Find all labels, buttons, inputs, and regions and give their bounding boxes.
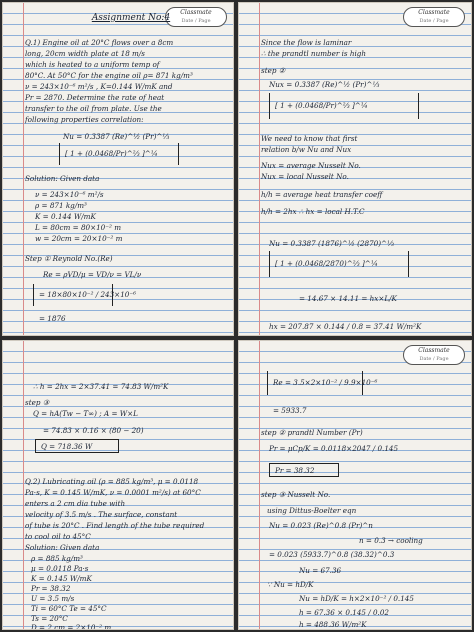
- text-line: Nux = average Nusselt No.: [261, 161, 361, 170]
- formula-line: Re = 3.5×2×10⁻² / 9.9×10⁻⁶: [273, 378, 378, 387]
- formula-line: = 18×80×10⁻² / 243×10⁻⁶: [39, 290, 137, 299]
- text-line: Q.2) Lubricating oil (ρ = 885 kg/m³, μ = 0.0118: [25, 477, 199, 486]
- formula-line: h = 67.36 × 0.145 / 0.02: [299, 608, 389, 617]
- result-line: Nu = 67.36: [299, 566, 342, 575]
- text-line: Solution: Given data: [25, 174, 100, 183]
- text-line: We need to know that first: [261, 134, 358, 143]
- formula-line: Re = ρVD/μ = VD/ν = VL/ν: [43, 270, 142, 279]
- formula-line: Nu = 0.3387 (1876)^½ (2870)^⅓: [269, 239, 395, 248]
- given-line: ρ = 871 kg/m³: [35, 201, 87, 210]
- text-line: Pa·s, K = 0.145 W/mK, ν = 0.0001 m²/s) at 60°C: [25, 488, 201, 497]
- formula-line: Nu = 0.3387 (Re)^½ (Pr)^⅓: [63, 132, 170, 141]
- formula-line: = 0.023 (5933.7)^0.8 (38.32)^0.3: [269, 550, 395, 559]
- text-line: which is heated to a uniform temp of: [25, 60, 160, 69]
- logo-sub: Date / Page: [419, 356, 449, 362]
- classmate-logo: [403, 7, 465, 27]
- step-heading: step ③: [25, 398, 50, 407]
- given-line: D = 2 cm = 2×10⁻² m: [31, 623, 112, 630]
- given-line: K = 0.145 W/mK: [31, 574, 92, 583]
- given-line: L = 80cm = 80×10⁻² m: [35, 223, 122, 232]
- logo-sub: Date / Page: [419, 18, 449, 24]
- text-line: ∵ Nu = hD/K: [267, 580, 314, 589]
- result-line: hx = 207.87 × 0.144 / 0.8 = 37.41 W/m²K: [269, 322, 422, 331]
- note-line: n = 0.3 → cooling: [359, 536, 423, 545]
- step-heading: step ② prandtl Number (Pr): [261, 428, 363, 437]
- notebook-page-top-right: [238, 2, 472, 336]
- result-line: = 5933.7: [273, 406, 307, 415]
- given-line: U = 3.5 m/s: [31, 594, 75, 603]
- classmate-logo: [403, 345, 465, 365]
- text-line: Nux = local Nusselt No.: [261, 172, 349, 181]
- logo-text: Classmate: [418, 347, 450, 354]
- text-line: following properties correlation:: [25, 115, 144, 124]
- given-line: ρ = 885 kg/m³: [31, 554, 83, 563]
- formula-line: Q = hA(Tw − T∞) ; A = W×L: [33, 409, 138, 418]
- answer-text: Pr = 38.32: [275, 466, 315, 475]
- formula-line: = 74.83 × 0.16 × (80 − 20): [43, 426, 144, 435]
- given-line: w = 20cm = 20×10⁻² m: [35, 234, 123, 243]
- text-line: h/h = 2hx ∴ hx = local H.T.C: [261, 207, 365, 216]
- formula-line: [ 1 + (0.0468/2870)^⅔ ]^¼: [275, 259, 378, 268]
- text-line: ∴ the prandtl number is high: [261, 49, 367, 58]
- given-line: Ti = 60°C Te = 45°C: [31, 604, 107, 613]
- result-line: = 14.67 × 14.11 = hx×L/K: [299, 294, 397, 303]
- formula-line: Pr = μCp/K = 0.0118×2047 / 0.145: [269, 444, 399, 453]
- assignment-title: Assignment No:4: [91, 13, 171, 23]
- notebook-page-bottom-right: [238, 340, 472, 630]
- given-line: ν = 243×10⁻⁶ m²/s: [35, 190, 104, 199]
- text-line: using Dittus-Boelter eqn: [267, 506, 357, 515]
- result-line: = 1876: [39, 314, 66, 323]
- text-line: 80°C. At 50°C for the engine oil ρ= 871 kg/m³: [25, 71, 193, 80]
- step-heading: Step ① Reynold No.(Re): [25, 254, 113, 263]
- text-line: ν = 243×10⁻⁶ m²/s , K=0.144 W/mK and: [25, 82, 173, 91]
- formula-line: Nux = 0.3387 (Re)^½ (Pr)^⅓: [269, 80, 380, 89]
- formula-line: [ 1 + (0.0468/Pr)^⅔ ]^¼: [65, 149, 158, 158]
- notebook-page-top-left: [2, 2, 234, 336]
- logo-text: Classmate: [180, 9, 212, 16]
- text-line: transfer to the oil from plate. Use the: [25, 104, 162, 113]
- text-line: of tube is 20°C . Find length of the tube required: [25, 521, 205, 530]
- answer-text: Q = 718.36 W: [41, 442, 93, 451]
- text-line: to cool oil to 45°C: [25, 532, 91, 541]
- text-line: velocity of 3.5 m/s . The surface, constant: [25, 510, 178, 519]
- step-heading: step ③ Nusselt No.: [261, 490, 331, 499]
- text-line: Since the flow is laminar: [261, 38, 352, 47]
- text-line: Solution: Given data: [25, 543, 100, 552]
- text-line: relation b/w Nu and Nux: [261, 145, 352, 154]
- notebook-page-bottom-left: [2, 340, 234, 630]
- text-line: long, 20cm width plate at 18 m/s: [25, 49, 145, 58]
- given-line: K = 0.144 W/mK: [35, 212, 96, 221]
- logo-text: Classmate: [418, 9, 450, 16]
- given-line: μ = 0.0118 Pa·s: [31, 564, 89, 573]
- logo-sub: Date / Page: [181, 18, 211, 24]
- text-line: Q.1) Engine oil at 20°C flows over a 8cm: [25, 38, 174, 47]
- text-line: Pr = 2870. Determine the rate of heat: [25, 93, 165, 102]
- given-line: Ts = 20°C: [31, 614, 68, 623]
- result-line: h = 488.36 W/m²K: [299, 620, 367, 629]
- text-line: enters a 2 cm dia tube with: [25, 499, 126, 508]
- step-heading: step ②: [261, 66, 286, 75]
- formula-line: [ 1 + (0.0468/Pr)^⅔ ]^¼: [275, 101, 368, 110]
- formula-line: Nu = hD/K = h×2×10⁻² / 0.145: [299, 594, 414, 603]
- given-line: Pr = 38.32: [31, 584, 71, 593]
- text-line: h/h = average heat transfer coeff: [261, 190, 383, 199]
- text-line: ∴ h = 2hx = 2×37.41 = 74.83 W/m²K: [33, 382, 169, 391]
- formula-line: Nu = 0.023 (Re)^0.8 (Pr)^n: [269, 521, 373, 530]
